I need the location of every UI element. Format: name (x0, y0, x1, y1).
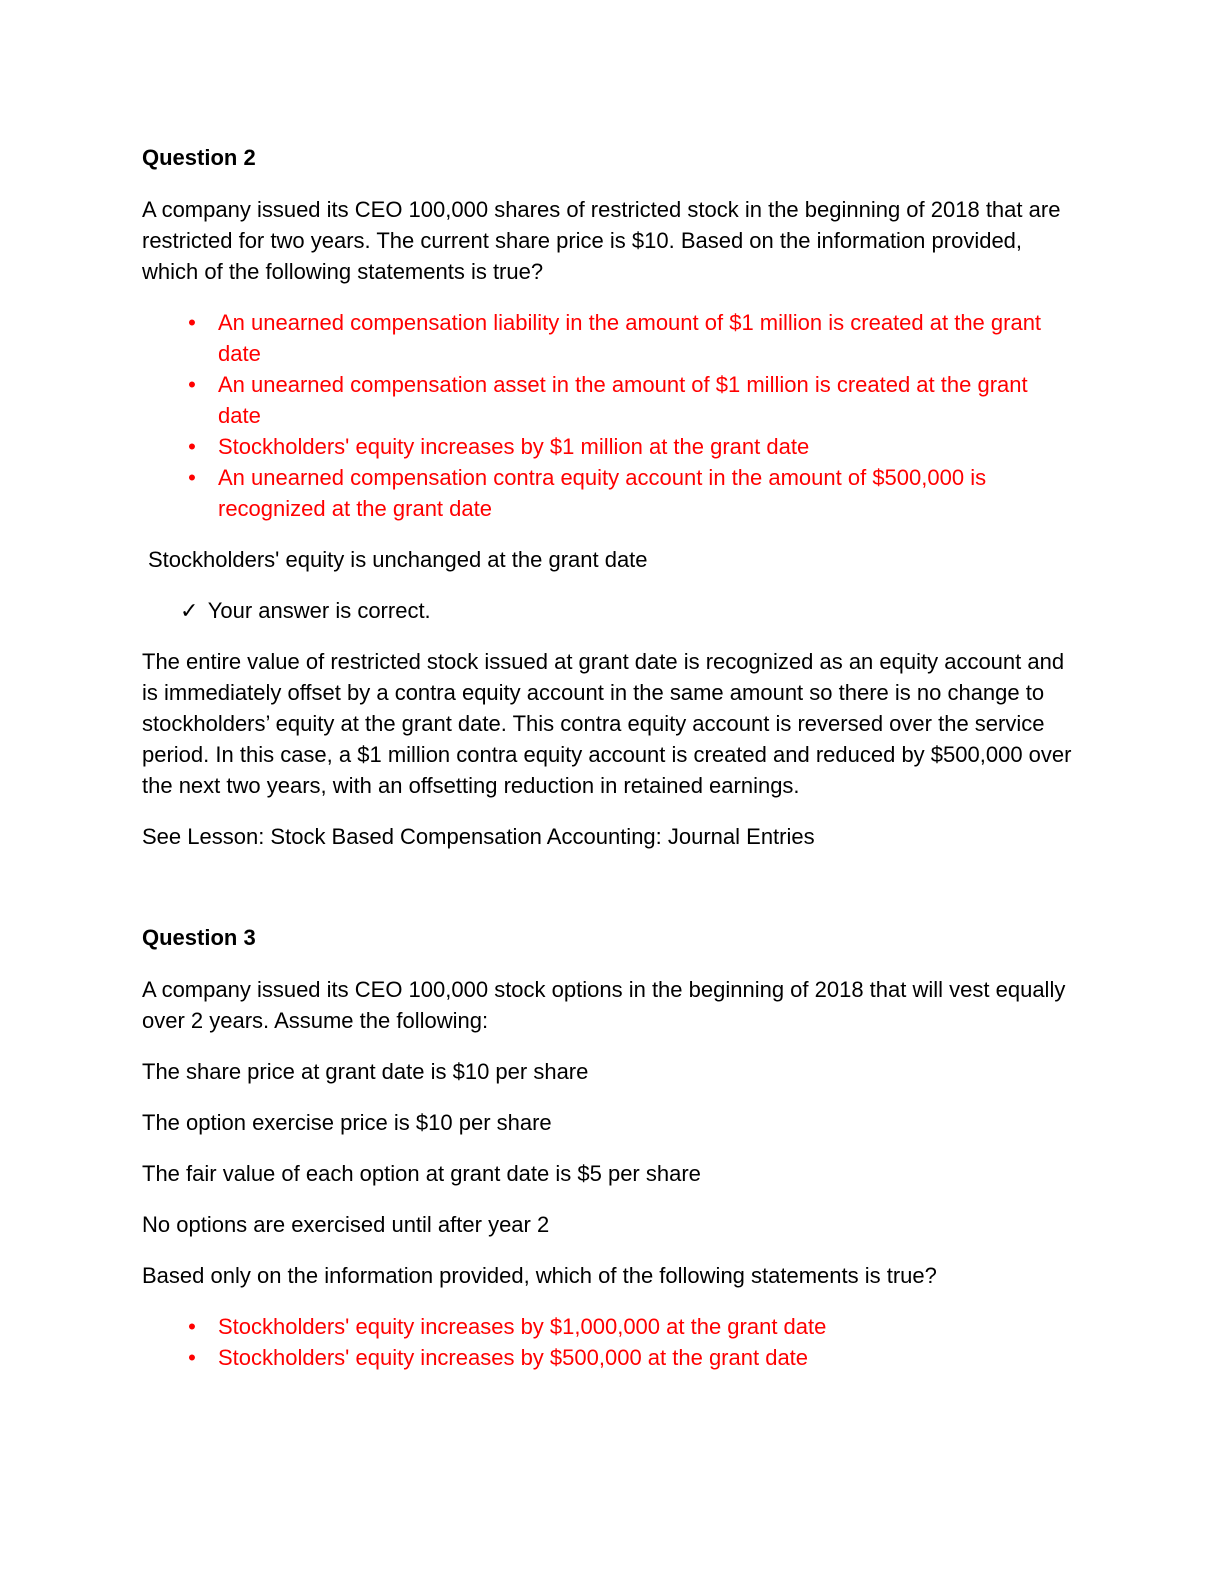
question-2-title: Question 2 (142, 145, 256, 170)
question-3 (142, 922, 1072, 1373)
check-icon: ✓ (180, 598, 199, 623)
question-2-explanation: The entire value of restricted stock issued at grant date is recognized as an equity account and is immediately offset by a contra equity account in the same amount so there is no change to stockholders’ equity at the grant date. This contra equity account is reversed over the service period. In this case, a $1 million contra equity account is created and reduced by $500,000 over the next two years, with an offsetting reduction in retained earnings. (142, 649, 1072, 798)
assumption: The fair value of each option at grant date is $5 per share (142, 1161, 701, 1186)
question-3-options (142, 1311, 1072, 1373)
assumption: No options are exercised until after year 2 (142, 1212, 550, 1237)
question-2-option: • An unearned compensation contra equity account in the amount of $500,000 is recognized at the grant date (218, 462, 1072, 524)
question-2-option: • An unearned compensation liability in the amount of $1 million is created at the grant date (218, 307, 1072, 369)
question-3-question: Based only on the information provided, which of the following statements is true? (142, 1263, 937, 1288)
question-3-option: • Stockholders' equity increases by $500,000 at the grant date (218, 1342, 1072, 1373)
bullet-icon: • (188, 372, 196, 397)
bullet-icon: • (188, 1314, 196, 1339)
question-2-option: • An unearned compensation asset in the amount of $1 million is created at the grant date (218, 369, 1072, 431)
question-2-options (142, 307, 1072, 524)
assumption: The share price at grant date is $10 per share (142, 1059, 589, 1084)
assumption: The option exercise price is $10 per share (142, 1110, 552, 1135)
lesson-link[interactable]: See Lesson: Stock Based Compensation Accounting: Journal Entries (142, 824, 815, 849)
question-3-option: • Stockholders' equity increases by $1,000,000 at the grant date (218, 1311, 1072, 1342)
question-2-option: • Stockholders' equity increases by $1 million at the grant date (218, 431, 1072, 462)
question-3-title: Question 3 (142, 925, 256, 950)
document-page (142, 140, 1072, 1373)
bullet-icon: • (188, 465, 196, 490)
bullet-icon: • (188, 310, 196, 335)
question-2 (142, 140, 1072, 852)
question-2-prompt: A company issued its CEO 100,000 shares of restricted stock in the beginning of 2018 that are restricted for two years. The current share price is $10. Based on the information provided, which of the following statements is true? (142, 197, 1061, 284)
question-3-prompt: A company issued its CEO 100,000 stock options in the beginning of 2018 that will vest equally over 2 years. Assume the following: (142, 977, 1066, 1033)
correct-feedback: ✓ Your answer is correct. (142, 595, 1072, 626)
bullet-icon: • (188, 434, 196, 459)
selected-answer: Stockholders' equity is unchanged at the grant date (148, 547, 648, 572)
bullet-icon: • (188, 1345, 196, 1370)
